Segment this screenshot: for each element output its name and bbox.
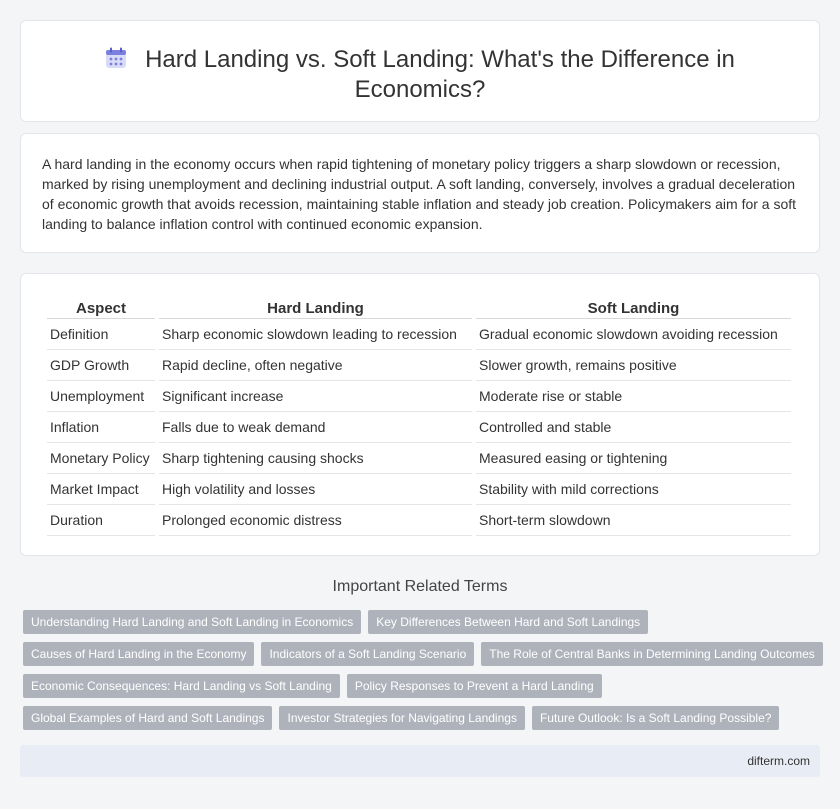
footer: [20, 745, 820, 777]
table-row: [47, 443, 791, 474]
table-cell: Duration: [47, 505, 155, 536]
table-cell: Sharp tightening causing shocks: [159, 443, 472, 474]
table-cell: Prolonged economic distress: [159, 505, 472, 536]
table-cell: High volatility and losses: [159, 474, 472, 505]
tag-row: [23, 610, 823, 642]
table-row: [47, 412, 791, 443]
related-term-link[interactable]: Future Outlook: Is a Soft Landing Possible?: [532, 706, 779, 730]
tag-row: [23, 642, 823, 674]
table-cell: Moderate rise or stable: [476, 381, 791, 412]
related-terms-heading: Important Related Terms: [332, 578, 508, 595]
table-cell: Measured easing or tightening: [476, 443, 791, 474]
table-cell: Market Impact: [47, 474, 155, 505]
table-cell: GDP Growth: [47, 350, 155, 381]
comparison-table: [43, 294, 795, 536]
related-term-link[interactable]: Global Examples of Hard and Soft Landings: [23, 706, 272, 730]
table-cell: Rapid decline, often negative: [159, 350, 472, 381]
table-row: [47, 350, 791, 381]
related-term-link[interactable]: Causes of Hard Landing in the Economy: [23, 642, 254, 666]
table-row: [47, 505, 791, 536]
related-term-link[interactable]: Key Differences Between Hard and Soft Landings: [368, 610, 648, 634]
related-term-link[interactable]: Investor Strategies for Navigating Landings: [279, 706, 524, 730]
table-row: [47, 381, 791, 412]
tag-row: [23, 674, 823, 706]
table-cell: Gradual economic slowdown avoiding recession: [476, 319, 791, 350]
table-cell: Falls due to weak demand: [159, 412, 472, 443]
related-term-link[interactable]: Indicators of a Soft Landing Scenario: [261, 642, 474, 666]
table-cell: Sharp economic slowdown leading to recession: [159, 319, 472, 350]
header-hard-landing: Hard Landing: [159, 294, 472, 319]
intro-card: [20, 133, 820, 253]
calendar-icon: [105, 47, 127, 69]
related-term-link[interactable]: Economic Consequences: Hard Landing vs Soft Landing: [23, 674, 340, 698]
related-term-link[interactable]: The Role of Central Banks in Determining Landing Outcomes: [481, 642, 823, 666]
header-soft-landing: Soft Landing: [476, 294, 791, 319]
table-cell: Unemployment: [47, 381, 155, 412]
table-cell: Definition: [47, 319, 155, 350]
footer-site-link[interactable]: difterm.com: [747, 754, 810, 768]
related-terms-tags: [23, 610, 823, 738]
intro-paragraph: A hard landing in the economy occurs when rapid tightening of monetary policy triggers a sharp slowdown or recession, marked by rising unemployment and declining industrial output. A soft landing, conversely, involves a gradual deceleration of economic growth that avoids recession, maintaining stable inflation and steady job creation. Policymakers aim for a soft landing to balance inflation control with continued economic expansion.: [42, 156, 797, 232]
table-cell: Controlled and stable: [476, 412, 791, 443]
related-term-link[interactable]: Policy Responses to Prevent a Hard Landing: [347, 674, 602, 698]
table-row: [47, 319, 791, 350]
table-cell: Stability with mild corrections: [476, 474, 791, 505]
comparison-card: [20, 273, 820, 556]
table-cell: Slower growth, remains positive: [476, 350, 791, 381]
related-term-link[interactable]: Understanding Hard Landing and Soft Landing in Economics: [23, 610, 361, 634]
table-cell: Inflation: [47, 412, 155, 443]
header-aspect: Aspect: [47, 294, 155, 319]
table-cell: Monetary Policy: [47, 443, 155, 474]
page-title: Hard Landing vs. Soft Landing: What's the Difference in Economics?: [145, 46, 735, 103]
title-card: [20, 20, 820, 122]
table-row: [47, 474, 791, 505]
page-title-wrap: [21, 45, 819, 105]
tag-row: [23, 706, 823, 738]
table-header-row: [47, 294, 791, 319]
table-cell: Short-term slowdown: [476, 505, 791, 536]
table-cell: Significant increase: [159, 381, 472, 412]
